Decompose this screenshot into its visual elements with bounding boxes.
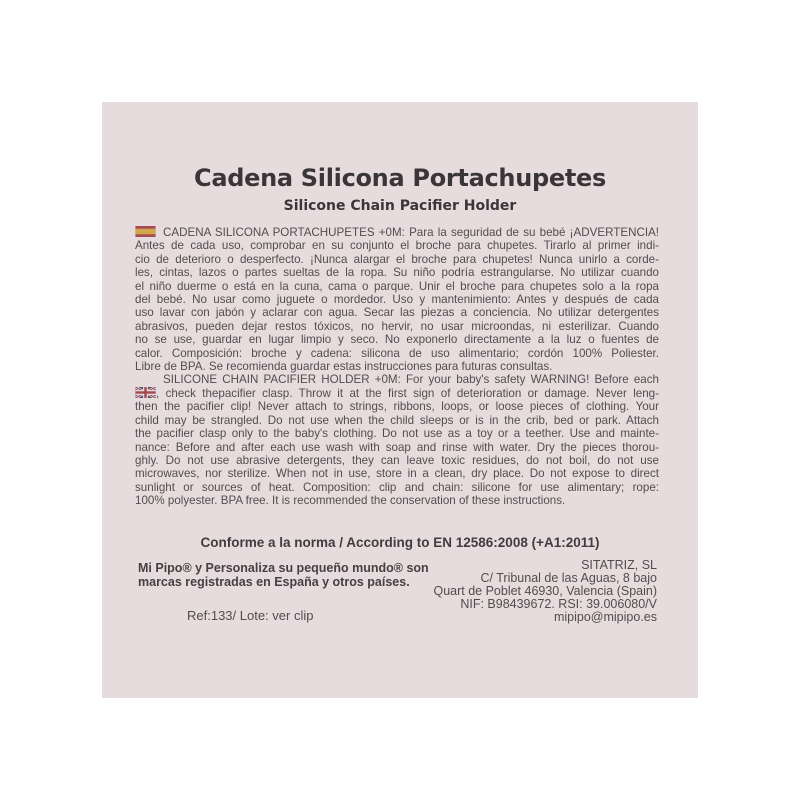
text-line-es-2: Antes de cada uso, comprobar en su conjunto el broche para chupetes. Tirarlo al primer indi- — [135, 239, 659, 253]
text-line-en-10: 100% polyester. BPA free. It is recommended the conservation of these instructions. — [135, 494, 566, 508]
text-line-en-1: SILICONE CHAIN PACIFIER HOLDER +0M: For your baby's safety WARNING! Before each — [163, 373, 659, 387]
page-title: Cadena Silicona Portachupetes — [194, 164, 606, 192]
text-line-en-2 — [135, 387, 659, 400]
text-line-en-3: then the pacifier clip! Never attach to strings, ribbons, loops, or loose pieces of clothing. Your — [135, 400, 659, 414]
spain-flag-icon — [135, 226, 156, 237]
company-city: Quart de Poblet 46930, Valencia (Spain) — [433, 584, 657, 598]
text-line-label: CADENA SILICONA PORTACHUPETES +0M: Para la seguridad de su bebé ¡ADVERTENCIA! — [163, 226, 659, 239]
ref-lot-number: Ref:133/ Lote: ver clip — [187, 608, 314, 623]
company-name: SITATRIZ, SL — [581, 558, 657, 572]
compliance-statement: Conforme a la norma / According to EN 12586:2008 (+A1:2011) — [200, 535, 600, 550]
trademark-line: Mi Pipo® y Personaliza su pequeño mundo® son — [138, 561, 429, 575]
text-line-es-11: Libre de BPA. Se recomienda guardar estas instrucciones para futuras consultas. — [135, 360, 553, 374]
text-line-en-9: sunlight or sources of heat. Composition: clip and chain: silicone for use alimentary; rope: — [135, 480, 659, 494]
text-line-en-6: nance: Before and after each use wash with soap and rinse with water. Dry the pieces thorou- — [135, 440, 659, 454]
text-line-en-4: child may be strangled. Do not use when the child sleeps or is in the crib, bed or park. Attach — [135, 413, 659, 427]
company-address-block — [357, 559, 657, 624]
text-line-en-8: microwaves, nor sterilize. When not in use, store in a clean, dry place. Do not expose to direct — [135, 467, 659, 481]
text-line-en-7: ghly. Do not use abrasive detergents, they can leave toxic residues, do not boil, do not use — [135, 453, 659, 467]
text-line-label: , check thepacifier clasp. Throw it at the first sign of deterioration or damage. Never leng- — [156, 386, 659, 400]
text-line-es-9: no se use, guardar en lugar limpio y seco. No exponerlo directamente a la luz o fuentes de — [135, 333, 659, 347]
text-line-es-1 — [135, 226, 659, 239]
text-line-es-3: cio de deterioro o desperfecto. ¡Nunca alargar el broche para chupetes! Nunca unirlo a corde- — [135, 252, 659, 266]
text-line-es-7: uso lavar con jabón y aclarar con agua. Secar las piezas a conciencia. No utilizar detergentes — [135, 306, 659, 320]
text-line-es-4: les, cintas, lazos o partes sueltas de la ropa. Su niño podría estrangularse. No utilizar cuando — [135, 266, 659, 280]
trademark-line: marcas registradas en España y otros países. — [138, 575, 410, 589]
page-subtitle: Silicone Chain Pacifier Holder — [283, 198, 517, 214]
instructions-text — [135, 226, 659, 508]
uk-flag-icon — [135, 387, 156, 398]
company-street: C/ Tribunal de las Aguas, 8 bajo — [480, 571, 657, 585]
text-line-es-10: calor. Composición: broche y cadena: silicona de uso alimentario; cordón 100% Poliester. — [135, 346, 659, 360]
company-tax-id: NIF: B98439672. RSI: 39.006080/V — [460, 597, 657, 611]
company-email: mipipo@mipipo.es — [553, 610, 657, 624]
text-line-es-5: el niño duerme o está en la cuna, cama o parque. Unir el broche para chupetes solo a la ropa — [135, 279, 659, 293]
text-line-en-5: the pacifier clasp only to the baby's clothing. Do not use as a toy or a teether. Use and mainte- — [135, 427, 659, 441]
product-label-card — [102, 102, 698, 698]
text-line-es-6: del bebé. No usar como juguete o mordedor. Uso y mantenimiento: Antes y después de cada — [135, 293, 659, 307]
text-line-es-8: abrasivos, pueden dejar restos tóxicos, no hervir, no usar microondas, ni esterilizar. Cuando — [135, 319, 659, 333]
